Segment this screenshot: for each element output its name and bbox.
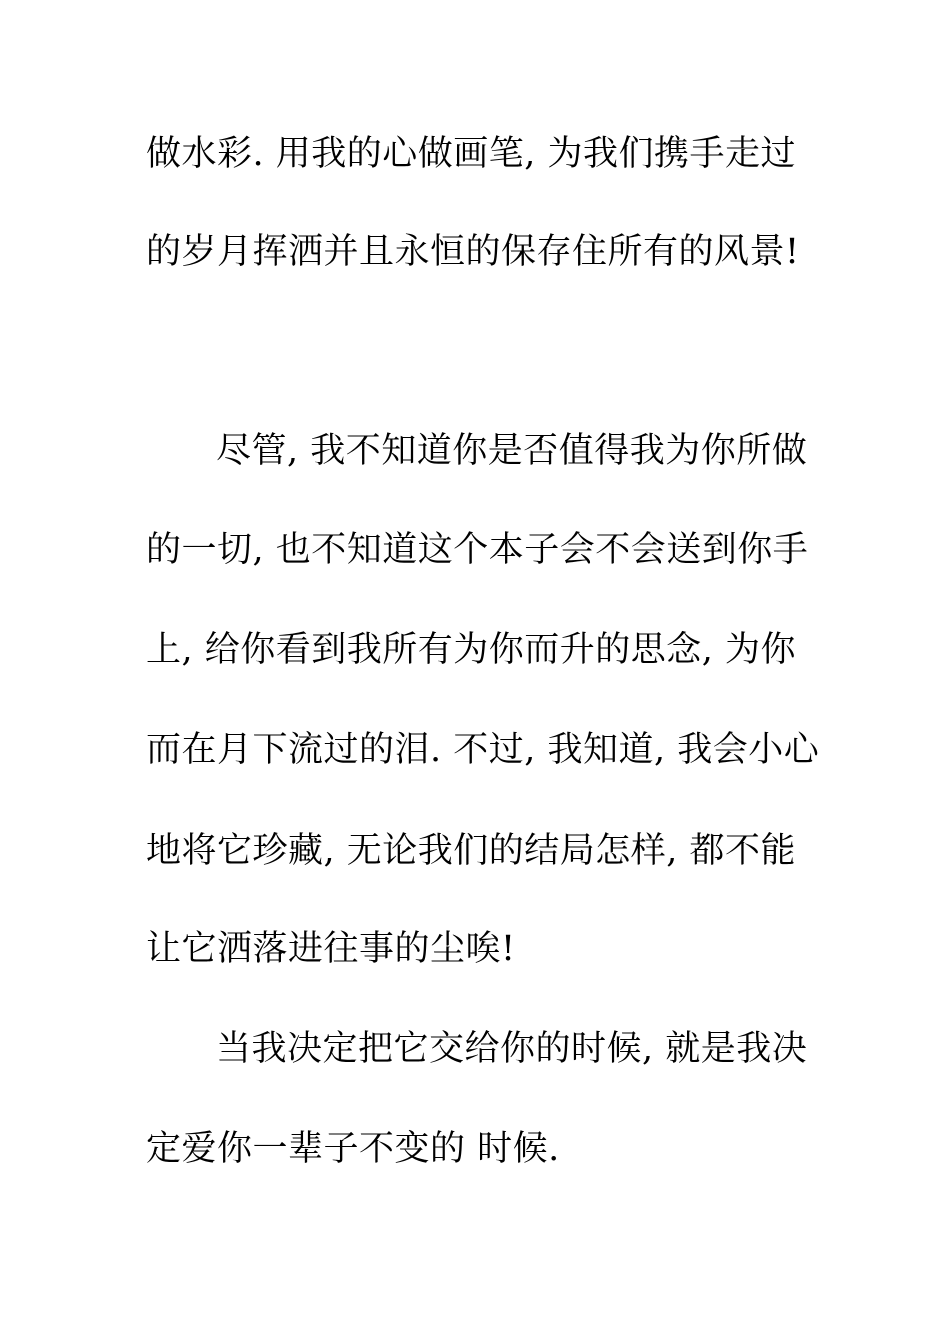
text-line: 让它洒落进往事的尘唉! [146, 929, 516, 969]
text-line: 的岁月挥洒并且永恒的保存住所有的风景! [146, 232, 800, 272]
text-line: 而在月下流过的泪. 不过, 我知道, 我会小心 [146, 730, 820, 770]
paragraph-start-line: 尽管, 我不知道你是否值得我为你所做 [216, 431, 808, 471]
text-line: 上, 给你看到我所有为你而升的思念, 为你 [146, 630, 797, 670]
paragraph-start-line: 当我决定把它交给你的时候, 就是我决 [216, 1029, 808, 1069]
text-line: 地将它珍藏, 无论我们的结局怎样, 都不能 [146, 831, 797, 871]
text-line: 的一切, 也不知道这个本子会不会送到你手 [146, 530, 809, 570]
text-line: 做水彩. 用我的心做画笔, 为我们携手走过 [146, 134, 797, 174]
text-line: 定爱你一辈子不变的 时候. [146, 1129, 560, 1169]
